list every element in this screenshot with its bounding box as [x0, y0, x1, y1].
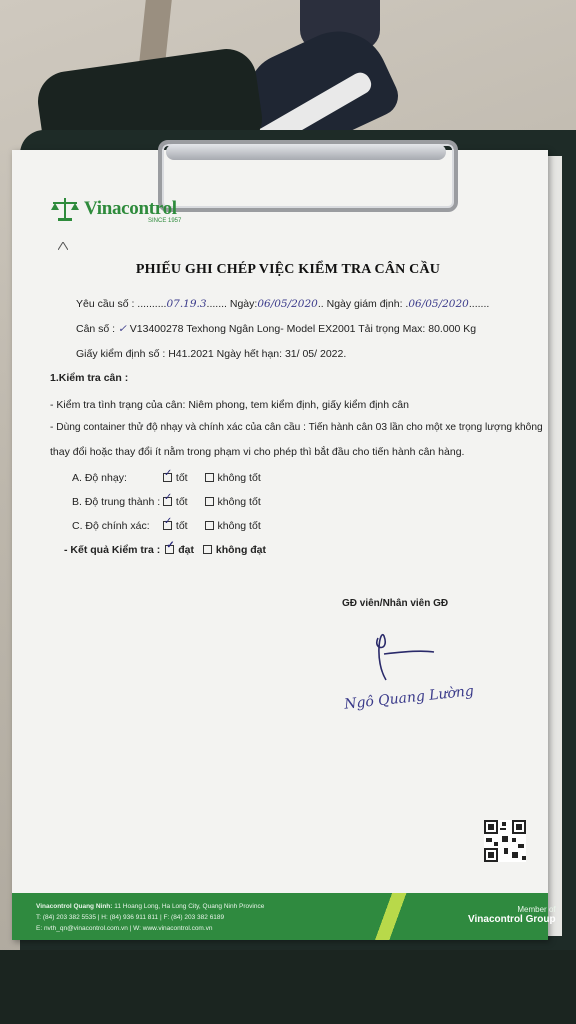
metal-clip-bar: [166, 144, 446, 160]
check-row-fidelity: [72, 496, 261, 508]
small-mark: [58, 242, 68, 252]
checkbox-bad[interactable]: [205, 521, 214, 530]
check-good-label: tốt: [175, 496, 188, 508]
check-row-accuracy: [72, 520, 261, 532]
scale-value: V13400278 Texhong Ngân Long- Model EX2001 Tải trọng Max: 80.000 Kg: [129, 323, 477, 335]
scale-icon: [50, 196, 80, 222]
footer-office: Vinacontrol Quang Ninh:: [36, 903, 113, 910]
checkbox-good-checked[interactable]: [163, 521, 172, 530]
check-row-sensitivity: [72, 472, 261, 484]
footer-address: [36, 903, 264, 910]
request-dots3: .......: [468, 298, 490, 310]
request-line: [76, 298, 489, 310]
bullet-container-test-cont: thay đổi hoặc thay đổi ít nằm trong phạm vi cho phép thì bắt đầu cho tiến hành cân hàng.: [50, 446, 465, 458]
check-good-label: tốt: [175, 472, 188, 484]
section-heading: 1.Kiểm tra cân :: [50, 372, 129, 384]
qr-code: [484, 820, 526, 862]
check-bad-label: không tốt: [217, 520, 261, 532]
member-group-name: Vinacontrol Group: [468, 914, 556, 925]
checkbox-good-checked[interactable]: [163, 497, 172, 506]
scale-number-line: [76, 323, 476, 335]
member-group: [468, 905, 556, 925]
logo-since: SINCE 1957: [148, 218, 182, 224]
check-bad-label: không tốt: [217, 496, 261, 508]
request-number: 07.19.3: [166, 298, 207, 310]
signature: [370, 630, 450, 695]
scale-label: Cân số :: [76, 323, 116, 335]
bullet-inspection: - Kiểm tra tình trạng của cân: Niêm phong, tem kiểm định, giấy kiểm định cân: [50, 399, 409, 411]
logo-text: Vinacontrol: [84, 198, 177, 219]
inspection-date: 06/05/2020: [408, 298, 469, 310]
certificate-line: Giấy kiểm định số : H41.2021 Ngày hết hạn: 31/ 05/ 2022.: [76, 348, 347, 360]
signer-name: Ngô Quang Lường: [343, 683, 475, 713]
result-pass-label: đạt: [178, 544, 194, 556]
request-label: Yêu cầu số : ..........: [76, 298, 167, 310]
checkbox-bad[interactable]: [205, 497, 214, 506]
request-date: 06/05/2020: [257, 298, 318, 310]
checkbox-good-checked[interactable]: [163, 473, 172, 482]
check-good-label: tốt: [175, 520, 188, 532]
bullet-container-test: - Dùng container thử độ nhạy và chính xác của cân cầu : Tiến hành cân 03 lần cho một xe trọng lượng không: [50, 422, 543, 433]
footer-phones: T: (84) 203 382 5535 | H: (84) 936 911 811 | F: (84) 203 382 6189: [36, 914, 225, 921]
request-dots1: ....... Ngày:: [206, 298, 258, 310]
document-title: PHIẾU GHI CHÉP VIỆC KIỂM TRA CÂN CẦU: [135, 262, 441, 277]
footer-accent-stripe: [375, 893, 415, 940]
clipboard-bottom: [0, 950, 576, 1024]
checkbox-pass-checked[interactable]: [165, 545, 174, 554]
checkbox-fail[interactable]: [203, 545, 212, 554]
footer-address-text: 11 Hoang Long, Ha Long City, Quang Ninh Province: [112, 903, 265, 910]
footer-contacts: E: nvth_qn@vinacontrol.com.vn | W: www.vinacontrol.com.vn: [36, 925, 213, 932]
signer-title: GĐ viên/Nhân viên GĐ: [342, 598, 449, 609]
result-label: - Kết quả Kiểm tra :: [64, 544, 161, 556]
scale-tick-mark: ✓: [118, 323, 127, 335]
result-row: [64, 544, 266, 556]
check-label: C. Độ chính xác:: [72, 520, 150, 532]
check-bad-label: không tốt: [217, 472, 261, 484]
result-fail-label: không đạt: [215, 544, 267, 556]
request-dots2: .. Ngày giám định: .: [317, 298, 409, 310]
check-label: A. Độ nhạy:: [72, 472, 127, 484]
check-label: B. Độ trung thành :: [72, 496, 161, 508]
member-of: Member of: [517, 905, 556, 914]
checkbox-bad[interactable]: [205, 473, 214, 482]
